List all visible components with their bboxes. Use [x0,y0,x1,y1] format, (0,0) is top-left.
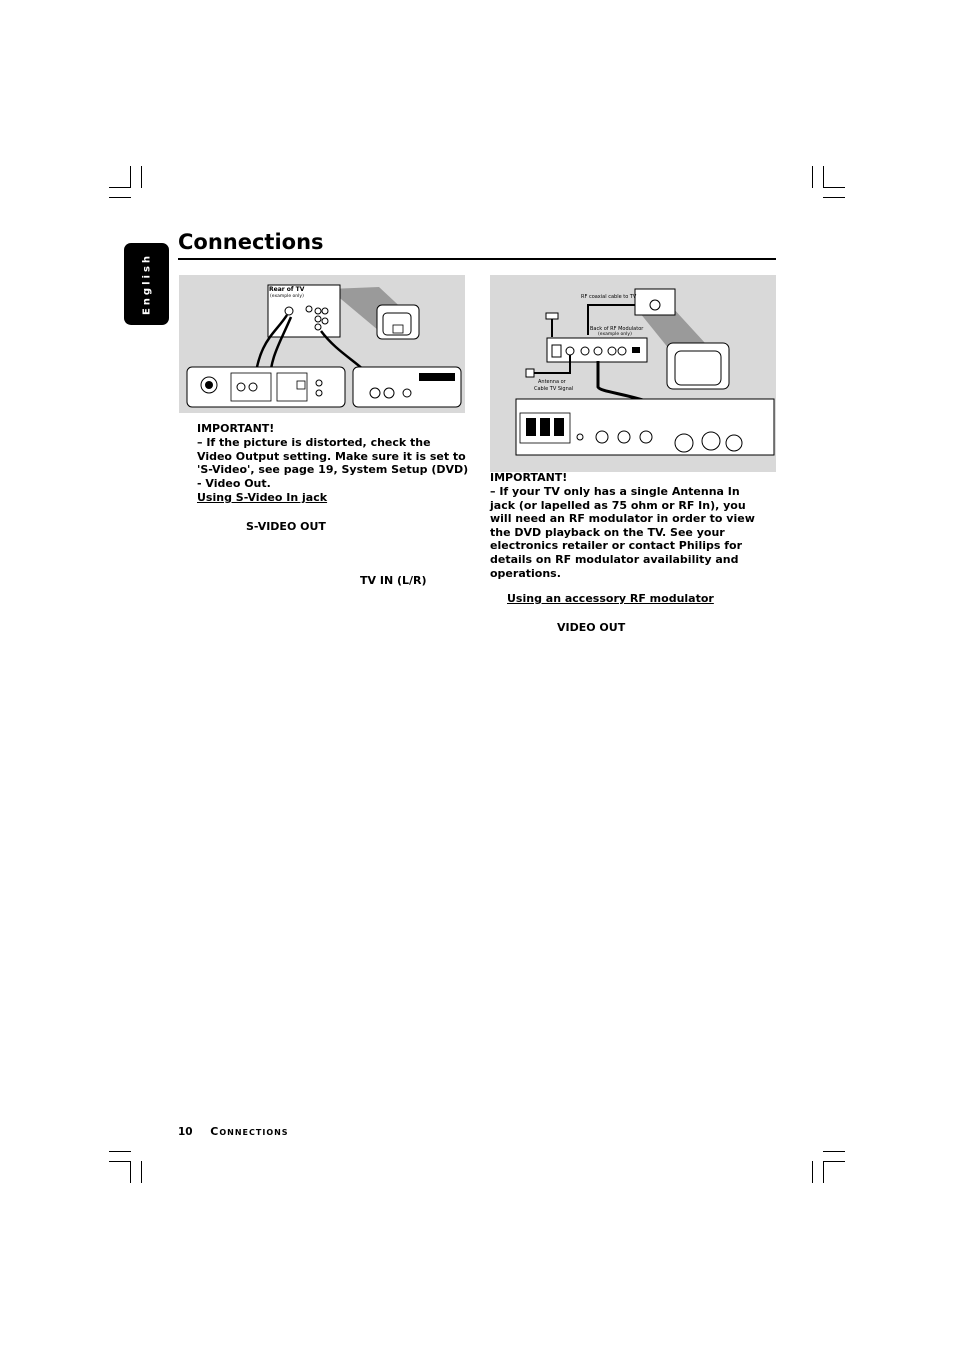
video-out-label: VIDEO OUT [557,621,626,634]
svideo-out-label: S-VIDEO OUT [246,520,326,533]
svideo-diagram-svg [179,275,465,413]
footer [178,1125,289,1138]
rf-modulator-diagram [490,275,776,472]
tv-in-label: TV IN (L/R) [360,574,427,587]
language-tab-label: English [141,252,152,316]
rf-diagram-svg [490,275,776,472]
right-important-text: – If your TV only has a single Antenna In jack (or lapelled as 75 ohm or RF In), you will need an RF modulator in order to view the DVD playback on the TV. See your electronics retailer or contact Philips for details on RF modulator availability and operations. [490,485,755,580]
language-tab [124,243,169,325]
left-important-text: – If the picture is distorted, check the Video Output setting. Make sure it is set to 'S-Video', see page 19, System Setup (DVD) - Video Out. [197,436,469,490]
title-rule [178,258,776,260]
right-important-heading: IMPORTANT! [490,471,568,484]
antenna-label: Antenna or [538,379,566,385]
tv-set-icon [377,305,419,339]
cable-tv-label: Cable TV Signal [534,386,574,392]
left-important-heading: IMPORTANT! [197,422,275,435]
rf-subheading: Using an accessory RF modulator [507,592,714,605]
example-only-label: (example only) [270,294,304,299]
footer-section: Connections [210,1125,289,1138]
svideo-connection-diagram [179,275,465,413]
rear-of-tv-label: Rear of TV [269,286,305,293]
page-title: Connections [178,230,324,254]
page-number: 10 [178,1126,193,1138]
tv-set-icon-right [667,343,729,389]
rf-cable-label: RF coaxial cable to TV [581,294,637,300]
rf-example-label: (example only) [598,332,632,337]
svideo-subheading: Using S-Video In jack [197,491,328,504]
back-rf-label: Back of RF Modulator [590,326,644,332]
